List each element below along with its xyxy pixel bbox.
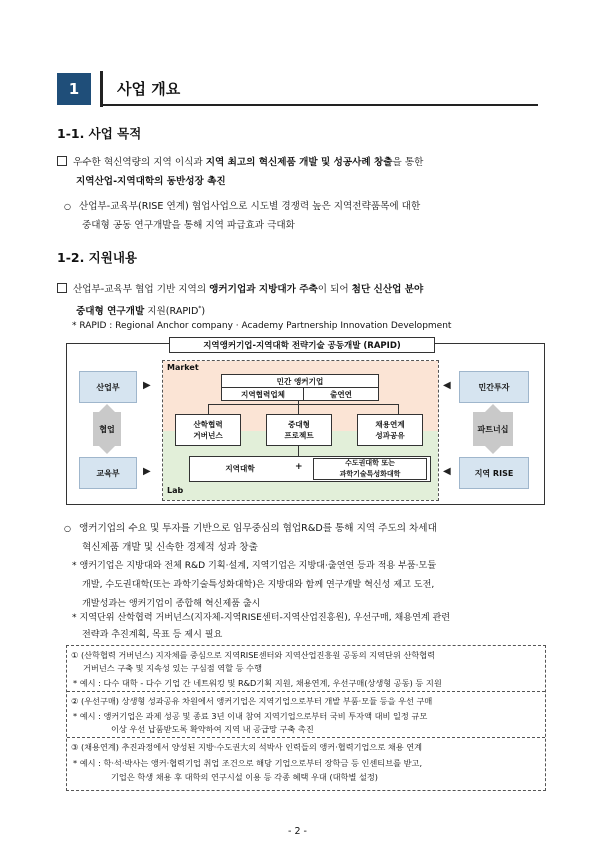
note-hiring-1: ③ (채용연계) 추진과정에서 양성된 지방·수도권大의 석박사 인력들의 앵커·협력기업으로 채용 연계	[71, 742, 423, 752]
note-governance-2: 거버넌스 구축 및 지속성 있는 구심점 역할 등 수행	[83, 663, 263, 673]
s12-note1-line2: 개발, 수도권대학(또는 과학기술특성화대학)은 지방대와 함께 연구개발 혁신성 제고 도전,	[82, 580, 435, 590]
governance-box	[175, 414, 241, 446]
project-line2: 프로젝트	[284, 431, 314, 440]
s12-b1-mid: 이 되어	[317, 284, 352, 295]
ministry-industry-box: 산업부	[79, 371, 137, 403]
section-title: 사업 개요	[117, 80, 181, 98]
arrow-down-icon	[485, 446, 501, 454]
s11-circle-1	[64, 197, 420, 216]
s12-b1-line2-bold: 중대형 연구개발	[76, 306, 145, 318]
project-box	[266, 414, 332, 446]
circle-bullet-icon: ○	[64, 202, 71, 211]
lab-label: Lab	[167, 486, 184, 495]
rapid-note: * RAPID : Regional Anchor company · Academy Partnership Innovation Development	[72, 321, 452, 331]
arrow-up-icon	[99, 404, 115, 412]
note-divider	[67, 737, 545, 738]
s12-note1-line1: * 앵커기업은 지방대와 전체 R&D 기획·설계, 지역기업은 지방대·출연연 등과 적용 부품·모듈	[72, 561, 437, 571]
arrow-left-icon: ◀	[443, 380, 451, 391]
s11-bullet-1	[57, 153, 423, 172]
arrow-right-icon: ▶	[143, 466, 151, 477]
hiring-line1: 채용연계	[375, 420, 405, 429]
s12-b1-line2-post: 지원(RAPID	[144, 306, 199, 318]
s12-c1-line2: 혁신제품 개발 및 신속한 경제적 성과 창출	[82, 542, 258, 553]
note-hiring-example-2: 기업은 학생 채용 후 대학의 연구시설 이용 등 각종 혜택 우대 (대학별 설정)	[111, 772, 378, 782]
s12-note2-line2: 전략과 추진계획, 목표 등 제시 필요	[82, 630, 223, 640]
section-bar	[100, 71, 103, 107]
section-rule	[100, 104, 538, 106]
diagram-title: 지역앵커기업-지역대학 전략기술 공동개발 (RAPID)	[169, 337, 435, 353]
page-number: - 2 -	[288, 826, 307, 837]
s12-circle-1	[64, 519, 437, 538]
plus-sign: +	[295, 462, 303, 472]
arrow-down-icon	[99, 446, 115, 454]
circle-bullet-icon: ○	[64, 524, 71, 533]
note-governance-example: * 예시 : 다수 대학 - 다수 기업 간 네트워킹 및 R&D기획 지원, 채용연계, 우선구매(상생형 공동) 등 지원	[73, 678, 442, 688]
s12-c1-line1: 앵커기업의 수요 및 투자를 기반으로 임무중심의 협업R&D를 통해 지역 주도의 차세대	[78, 523, 437, 534]
cooperation-label: 협업	[93, 412, 121, 446]
capital-university-box	[313, 458, 427, 480]
s11-c1-line2: 중대형 공동 연구개발을 통해 지역 파급효과 극대화	[82, 220, 295, 231]
partnership-arrow	[475, 404, 511, 454]
square-bullet-icon	[57, 156, 67, 166]
note-purchase-example-2: 이상 우선 납품받도록 확약하여 지역 내 공급망 구축 촉진	[111, 724, 314, 734]
note-purchase-1: ② (우선구매) 상생형 성과공유 차원에서 앵커기업은 지역기업으로부터 개발 부품·모듈 등을 우선 구매	[71, 696, 433, 706]
s12-b1-bold1: 앵커기업과 지방대가 주축	[209, 284, 318, 295]
note-governance-1: ① (산학협력 거버넌스) 지자체를 중심으로 지역RISE센터와 지역산업진흥원 공동의 지역단위 산학협력	[71, 650, 436, 660]
anchor-company-box: 민간 앵커기업	[221, 374, 379, 388]
arrow-right-icon: ▶	[143, 380, 151, 391]
arrow-left-icon: ◀	[443, 466, 451, 477]
note-purchase-example-1: * 예시 : 앵커기업은 과제 성공 및 종료 3년 이내 참여 지역기업으로부터 국비 투자액 대비 일정 규모	[73, 711, 428, 721]
cooperation-arrow	[89, 404, 125, 454]
note-hiring-example-1: * 예시 : 학·석·박사는 앵커·협력기업 취업 조건으로 해당 기업으로부터 장학금 등 인센티브를 받고,	[73, 758, 423, 768]
project-line1: 중대형	[287, 420, 310, 429]
s12-b1-pre: 산업부-교육부 협업 기반 지역의	[73, 284, 210, 295]
connector-line	[398, 404, 399, 414]
governance-line2: 거버넌스	[193, 431, 223, 440]
research-institute-box: 출연연	[303, 387, 379, 401]
section-number: 1	[57, 73, 91, 105]
hiring-line2: 성과공유	[375, 431, 405, 440]
connector-line	[298, 400, 299, 414]
heading-1-2: 1-2. 지원내용	[57, 250, 137, 265]
note-divider	[67, 691, 545, 692]
regional-partner-box: 지역협력업체	[221, 387, 305, 401]
rapid-diagram	[66, 343, 545, 505]
s11-b1-line2: 지역산업-지역대학의 동반성장 촉진	[76, 176, 226, 187]
s12-note2-line1: * 지역단위 산학협력 거버넌스(지자체-지역RISE센터-지역산업진흥원), 우선구매, 채용연계 관련	[72, 613, 451, 623]
arrow-up-icon	[485, 404, 501, 412]
governance-line1: 산학협력	[193, 420, 223, 429]
s12-note1-line3: 개발성과는 앵커기업이 종합해 혁신제품 출시	[82, 599, 261, 609]
s12-b1-sup: *	[198, 305, 202, 312]
s12-bullet-1	[57, 280, 423, 299]
private-investment-box: 민간투자	[459, 371, 529, 403]
heading-1-1: 1-1. 사업 목적	[57, 126, 142, 141]
market-label: Market	[167, 363, 199, 372]
regional-university-box: 지역대학	[191, 458, 289, 478]
s11-b1-post: 을 통한	[392, 157, 424, 168]
regional-rise-box: 지역 RISE	[459, 457, 529, 489]
s11-b1-pre: 우수한 혁신역량의 지역 이식과	[73, 157, 206, 168]
s11-c1-line1: 산업부-교육부(RISE 연계) 협업사업으로 시도별 경쟁력 높은 지역전략품목에 대한	[78, 201, 421, 212]
partnership-label: 파트너십	[473, 412, 513, 446]
ministry-education-box: 교육부	[79, 457, 137, 489]
connector-line	[208, 404, 398, 405]
capital-line1: 수도권대학 또는	[345, 459, 395, 467]
capital-line2: 과학기술특성화대학	[339, 470, 401, 478]
hiring-box	[357, 414, 423, 446]
s11-b1-bold: 지역 최고의 혁신제품 개발 및 성공사례 창출	[205, 157, 393, 168]
square-bullet-icon	[57, 283, 67, 293]
s12-b1-bold2: 첨단 신산업 분야	[351, 284, 424, 295]
notes-box	[66, 645, 546, 791]
s12-b1-line2	[76, 299, 205, 321]
connector-line	[208, 404, 209, 414]
s12-b1-close: )	[201, 306, 206, 318]
